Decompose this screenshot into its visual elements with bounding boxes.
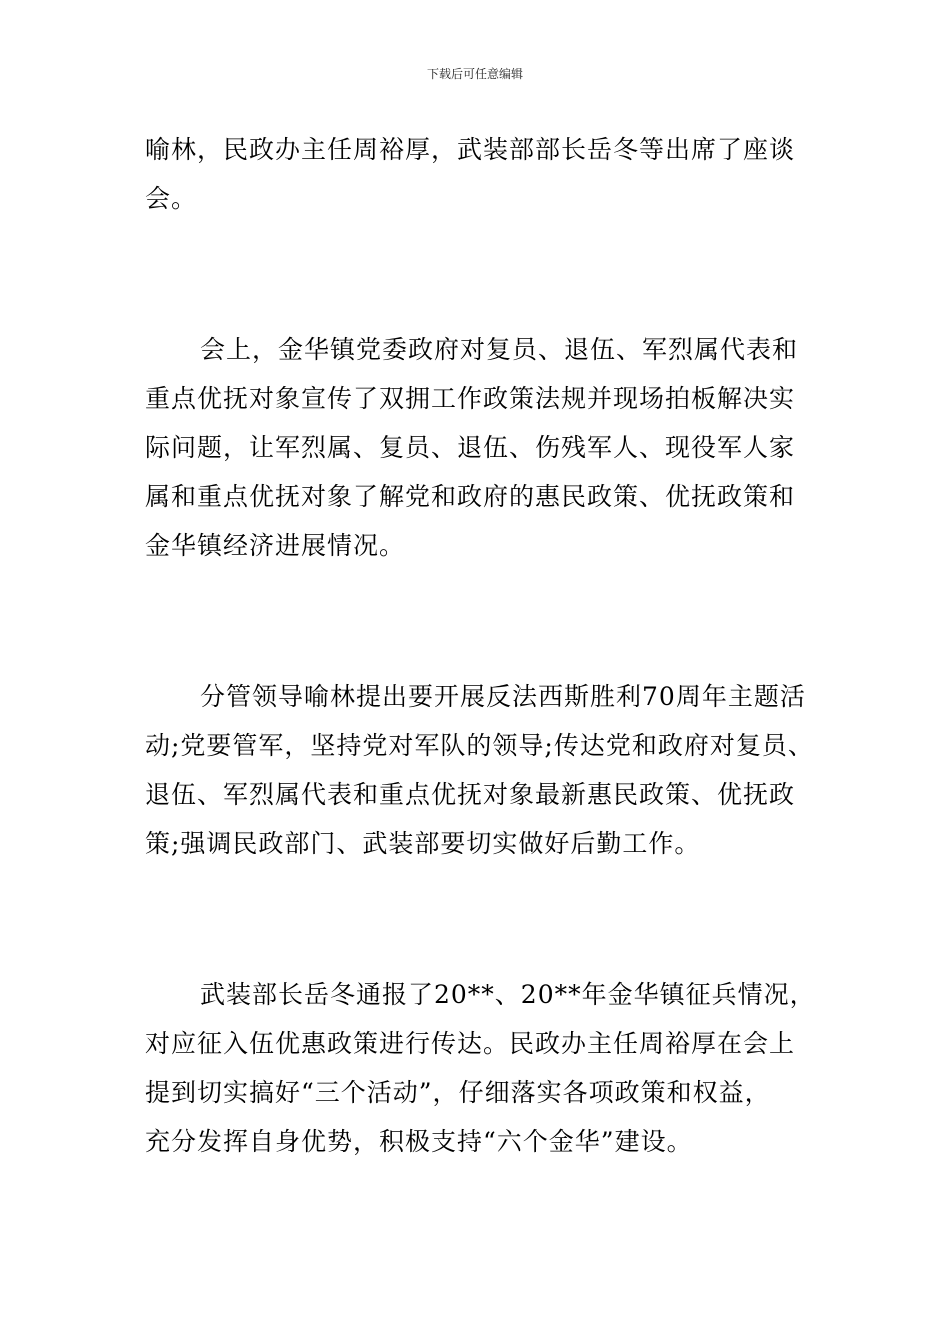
paragraph-line: 充分发挥自身优势，积极支持“六个金华”建设。 — [145, 1127, 693, 1156]
paragraph-line: 动;党要管军，坚持党对军队的领导;传达党和政府对复员、 — [145, 731, 814, 760]
paragraph-line: 会。 — [145, 184, 198, 213]
paragraph-line: 策;强调民政部门、武装部要切实做好后勤工作。 — [145, 829, 701, 858]
paragraph-line: 际问题，让军烈属、复员、退伍、伤残军人、现役军人家 — [145, 433, 796, 462]
page-header-note: 下载后可任意编辑 — [426, 67, 523, 81]
paragraph-line: 会上，金华镇党委政府对复员、退伍、军烈属代表和 — [200, 335, 799, 364]
paragraph-line: 重点优抚对象宣传了双拥工作政策法规并现场拍板解决实 — [145, 384, 796, 413]
paragraph-line: 喻林，民政办主任周裕厚，武装部部长岳冬等出席了座谈 — [145, 135, 796, 164]
paragraph-line: 提到切实搞好“三个活动”，仔细落实各项政策和权益， — [145, 1078, 771, 1107]
paragraph-line: 属和重点优抚对象了解党和政府的惠民政策、优抚政策和 — [145, 482, 796, 511]
paragraph-line: 分管领导喻林提出要开展反法西斯胜利70周年主题活 — [200, 682, 806, 711]
paragraph-line: 金华镇经济进展情况。 — [145, 531, 406, 560]
paragraph-line: 退伍、军烈属代表和重点优抚对象最新惠民政策、优抚政 — [145, 780, 796, 809]
paragraph-line: 武装部长岳冬通报了20**、20**年金华镇征兵情况， — [200, 980, 816, 1009]
paragraph-line: 对应征入伍优惠政策进行传达。民政办主任周裕厚在会上 — [145, 1029, 796, 1058]
